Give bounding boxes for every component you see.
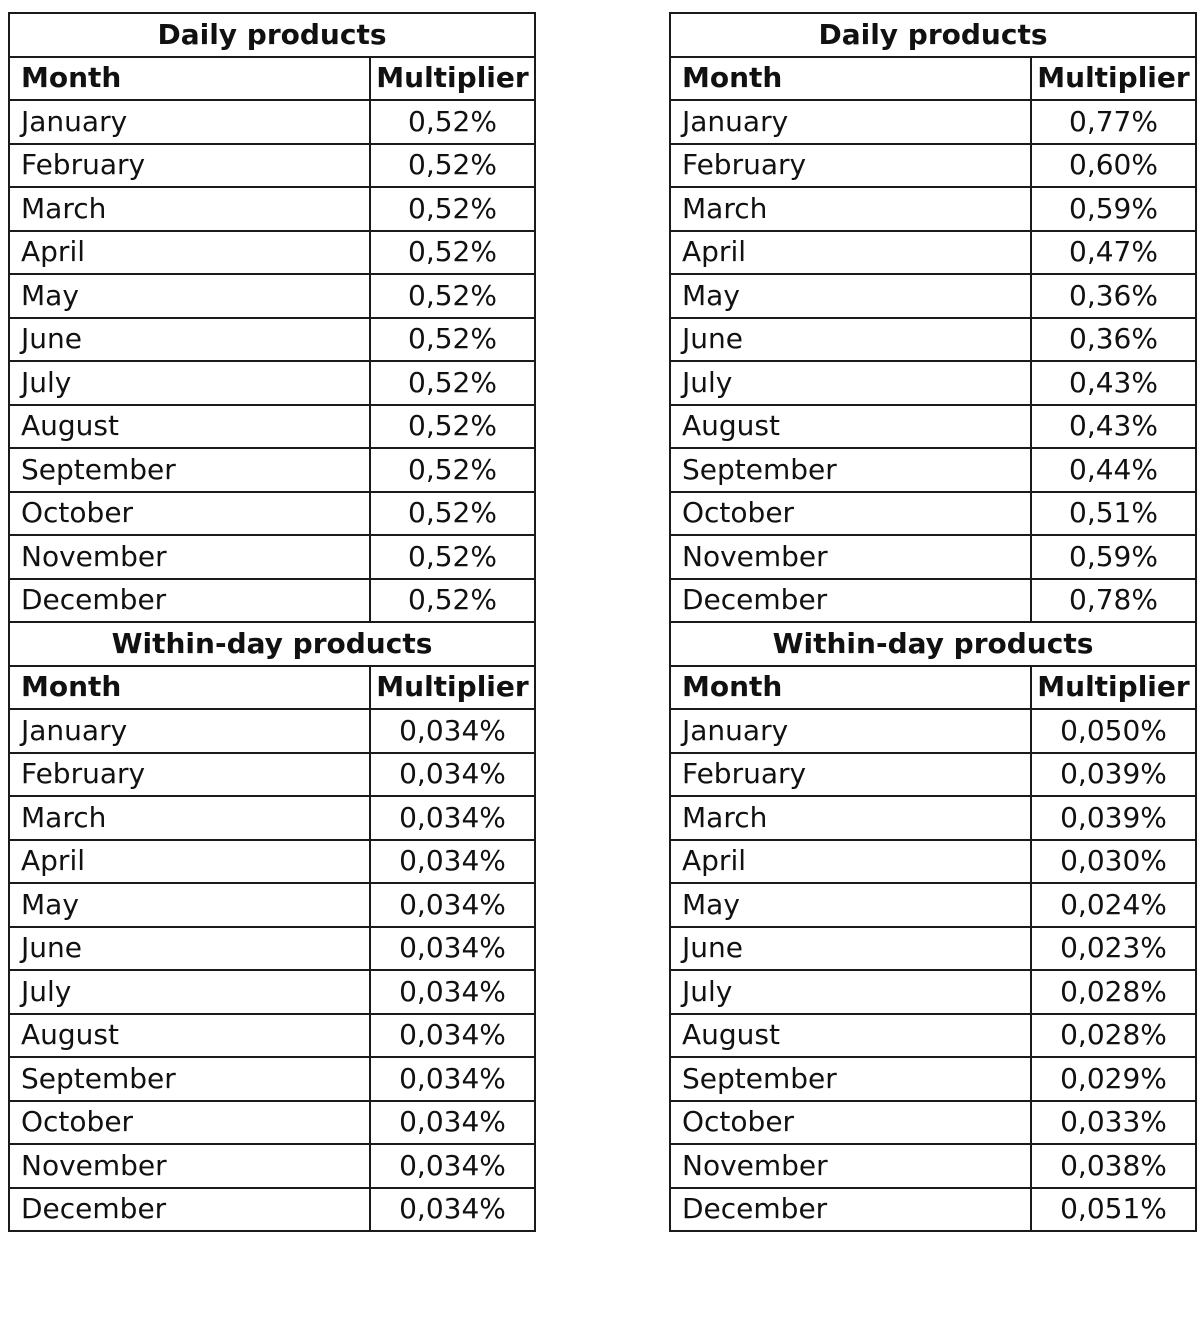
month-column-header: Month: [670, 666, 1031, 710]
multiplier-cell: 0,034%: [370, 1014, 535, 1058]
month-cell: December: [670, 579, 1031, 623]
month-cell: October: [9, 1101, 370, 1145]
multiplier-cell: 0,039%: [1031, 796, 1196, 840]
month-cell: June: [9, 318, 370, 362]
month-cell: August: [9, 1014, 370, 1058]
multiplier-cell: 0,52%: [370, 361, 535, 405]
month-cell: August: [670, 405, 1031, 449]
table-row: [670, 1057, 1196, 1101]
month-cell: August: [9, 405, 370, 449]
multiplier-cell: 0,52%: [370, 405, 535, 449]
table-row: [670, 274, 1196, 318]
multiplier-cell: 0,051%: [1031, 1188, 1196, 1232]
column-header-row: [9, 666, 535, 710]
table-row: [9, 187, 535, 231]
section-title: Daily products: [670, 13, 1196, 57]
multiplier-cell: 0,52%: [370, 274, 535, 318]
month-cell: July: [670, 970, 1031, 1014]
table-row: [670, 1188, 1196, 1232]
multiplier-cell: 0,52%: [370, 100, 535, 144]
table-row: [9, 796, 535, 840]
month-cell: April: [9, 231, 370, 275]
month-cell: May: [670, 274, 1031, 318]
month-cell: February: [670, 144, 1031, 188]
multiplier-cell: 0,024%: [1031, 883, 1196, 927]
month-cell: March: [9, 187, 370, 231]
multiplier-cell: 0,034%: [370, 927, 535, 971]
month-cell: June: [9, 927, 370, 971]
month-cell: April: [670, 840, 1031, 884]
month-cell: May: [9, 883, 370, 927]
month-cell: January: [670, 709, 1031, 753]
month-cell: March: [670, 796, 1031, 840]
table-row: [9, 274, 535, 318]
left-table-body: [9, 13, 535, 1231]
month-cell: June: [670, 318, 1031, 362]
table-row: [9, 970, 535, 1014]
table-row: [670, 231, 1196, 275]
table-row: [9, 1188, 535, 1232]
multiplier-cell: 0,034%: [370, 709, 535, 753]
multiplier-cell: 0,78%: [1031, 579, 1196, 623]
table-row: [9, 100, 535, 144]
table-row: [670, 1014, 1196, 1058]
table-row: [670, 535, 1196, 579]
table-row: [9, 1014, 535, 1058]
table-row: [670, 448, 1196, 492]
multiplier-column-header: Multiplier: [1031, 57, 1196, 101]
table-row: [9, 927, 535, 971]
section-title: Within-day products: [670, 622, 1196, 666]
table-row: [670, 144, 1196, 188]
table-row: [9, 753, 535, 797]
table-row: [670, 970, 1196, 1014]
column-header-row: [9, 57, 535, 101]
month-cell: December: [9, 1188, 370, 1232]
month-cell: July: [670, 361, 1031, 405]
multiplier-cell: 0,034%: [370, 1188, 535, 1232]
multiplier-cell: 0,034%: [370, 883, 535, 927]
section-title: Within-day products: [9, 622, 535, 666]
month-cell: March: [9, 796, 370, 840]
month-cell: April: [9, 840, 370, 884]
month-cell: September: [670, 448, 1031, 492]
multiplier-cell: 0,050%: [1031, 709, 1196, 753]
multiplier-cell: 0,039%: [1031, 753, 1196, 797]
multiplier-cell: 0,43%: [1031, 405, 1196, 449]
month-cell: December: [670, 1188, 1031, 1232]
month-column-header: Month: [9, 57, 370, 101]
table-row: [670, 753, 1196, 797]
table-row: [9, 883, 535, 927]
multiplier-cell: 0,52%: [370, 579, 535, 623]
section-title-row: [9, 13, 535, 57]
column-header-row: [670, 57, 1196, 101]
table-row: [670, 883, 1196, 927]
multiplier-cell: 0,52%: [370, 448, 535, 492]
month-cell: September: [9, 1057, 370, 1101]
multiplier-cell: 0,52%: [370, 144, 535, 188]
multiplier-cell: 0,033%: [1031, 1101, 1196, 1145]
month-cell: October: [670, 492, 1031, 536]
month-cell: January: [9, 709, 370, 753]
month-cell: February: [670, 753, 1031, 797]
month-cell: January: [670, 100, 1031, 144]
month-cell: April: [670, 231, 1031, 275]
month-cell: May: [670, 883, 1031, 927]
table-row: [670, 796, 1196, 840]
multiplier-cell: 0,51%: [1031, 492, 1196, 536]
right-table-body: [670, 13, 1196, 1231]
multiplier-column-header: Multiplier: [370, 57, 535, 101]
month-cell: March: [670, 187, 1031, 231]
multiplier-cell: 0,36%: [1031, 274, 1196, 318]
multiplier-cell: 0,60%: [1031, 144, 1196, 188]
table-row: [9, 318, 535, 362]
table-row: [9, 1144, 535, 1188]
table-row: [9, 448, 535, 492]
table-row: [9, 709, 535, 753]
multiplier-cell: 0,030%: [1031, 840, 1196, 884]
left-multiplier-table: [8, 12, 536, 1232]
table-row: [9, 405, 535, 449]
table-row: [670, 318, 1196, 362]
month-cell: May: [9, 274, 370, 318]
column-header-row: [670, 666, 1196, 710]
month-cell: November: [670, 1144, 1031, 1188]
table-row: [9, 1101, 535, 1145]
table-row: [670, 492, 1196, 536]
table-row: [670, 1144, 1196, 1188]
multiplier-cell: 0,59%: [1031, 187, 1196, 231]
multiplier-cell: 0,47%: [1031, 231, 1196, 275]
multiplier-cell: 0,028%: [1031, 1014, 1196, 1058]
multiplier-cell: 0,028%: [1031, 970, 1196, 1014]
table-row: [9, 361, 535, 405]
month-column-header: Month: [670, 57, 1031, 101]
multiplier-cell: 0,034%: [370, 753, 535, 797]
month-cell: December: [9, 579, 370, 623]
month-cell: February: [9, 753, 370, 797]
table-row: [670, 100, 1196, 144]
month-cell: November: [9, 535, 370, 579]
table-row: [9, 492, 535, 536]
multiplier-cell: 0,59%: [1031, 535, 1196, 579]
multiplier-column-header: Multiplier: [1031, 666, 1196, 710]
month-cell: July: [9, 970, 370, 1014]
month-column-header: Month: [9, 666, 370, 710]
month-cell: September: [9, 448, 370, 492]
multiplier-cell: 0,034%: [370, 1101, 535, 1145]
section-title-row: [670, 622, 1196, 666]
multiplier-cell: 0,44%: [1031, 448, 1196, 492]
table-row: [670, 579, 1196, 623]
multiplier-cell: 0,034%: [370, 970, 535, 1014]
table-row: [9, 840, 535, 884]
table-row: [9, 144, 535, 188]
multiplier-cell: 0,034%: [370, 796, 535, 840]
section-title-row: [9, 622, 535, 666]
multiplier-cell: 0,52%: [370, 318, 535, 362]
month-cell: July: [9, 361, 370, 405]
multiplier-cell: 0,029%: [1031, 1057, 1196, 1101]
table-row: [9, 231, 535, 275]
multiplier-column-header: Multiplier: [370, 666, 535, 710]
table-row: [9, 579, 535, 623]
multiplier-cell: 0,52%: [370, 187, 535, 231]
month-cell: June: [670, 927, 1031, 971]
multiplier-cell: 0,034%: [370, 1144, 535, 1188]
table-row: [670, 840, 1196, 884]
multiplier-cell: 0,36%: [1031, 318, 1196, 362]
month-cell: November: [670, 535, 1031, 579]
multiplier-cell: 0,43%: [1031, 361, 1196, 405]
multiplier-cell: 0,77%: [1031, 100, 1196, 144]
table-row: [670, 187, 1196, 231]
table-row: [9, 535, 535, 579]
multiplier-cell: 0,52%: [370, 231, 535, 275]
table-row: [670, 361, 1196, 405]
month-cell: October: [670, 1101, 1031, 1145]
section-title-row: [670, 13, 1196, 57]
multiplier-cell: 0,023%: [1031, 927, 1196, 971]
multiplier-cell: 0,52%: [370, 535, 535, 579]
month-cell: August: [670, 1014, 1031, 1058]
month-cell: November: [9, 1144, 370, 1188]
multiplier-cell: 0,52%: [370, 492, 535, 536]
right-multiplier-table: [669, 12, 1197, 1232]
multiplier-cell: 0,034%: [370, 1057, 535, 1101]
month-cell: February: [9, 144, 370, 188]
month-cell: September: [670, 1057, 1031, 1101]
table-row: [670, 927, 1196, 971]
section-title: Daily products: [9, 13, 535, 57]
table-row: [670, 709, 1196, 753]
month-cell: October: [9, 492, 370, 536]
table-row: [670, 405, 1196, 449]
multiplier-cell: 0,038%: [1031, 1144, 1196, 1188]
multiplier-cell: 0,034%: [370, 840, 535, 884]
table-row: [670, 1101, 1196, 1145]
month-cell: January: [9, 100, 370, 144]
table-row: [9, 1057, 535, 1101]
